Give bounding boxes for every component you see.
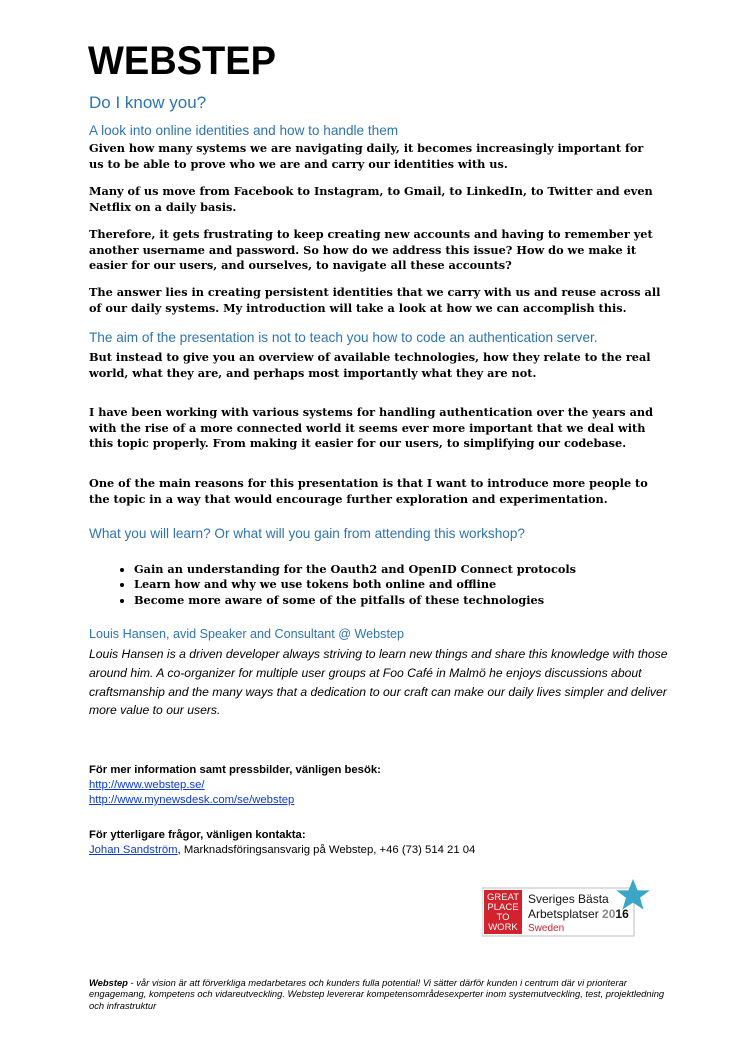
badge-year-a: 20: [602, 907, 616, 921]
contact-person-details: , Marknadsföringsansvarig på Webstep, +46 (73) 514 21 04: [177, 844, 476, 856]
contact-person-link[interactable]: Johan Sandström: [89, 844, 178, 856]
badge-line-2: [528, 907, 629, 921]
badge-year-b: 16: [615, 907, 629, 921]
section1-paragraph-3: Therefore, it gets frustrating to keep creating new accounts and having to remember yet another username and password. So how do we address this issue? How do we make it easier for our users, and ourselves, to navigate all these accounts?: [89, 227, 653, 273]
learn-list: [89, 562, 576, 608]
info-label: För mer information samt pressbilder, vänligen besök:: [89, 764, 381, 776]
learn-item: • Gain an understanding for the Oauth2 and OpenID Connect protocols: [134, 562, 576, 577]
mynewsdesk-link[interactable]: http://www.mynewsdesk.com/se/webstep: [89, 794, 295, 806]
section2-heading: The aim of the presentation is not to teach you how to code an authentication server.: [89, 330, 598, 345]
contact-line: [89, 843, 475, 858]
section3-heading: What you will learn? Or what will you gain from attending this workshop?: [89, 526, 525, 541]
badge-box-line: GREAT: [486, 892, 520, 903]
learn-item: • Become more aware of some of the pitfalls of these technologies: [134, 593, 576, 608]
webstep-logo: [88, 40, 278, 80]
badge-box-line: WORK: [488, 922, 518, 933]
section1-paragraph-2: Many of us move from Facebook to Instagram, to Gmail, to LinkedIn, to Twitter and even Netflix on a daily basis.: [89, 184, 653, 214]
footer-company: Webstep: [89, 977, 128, 988]
section2-paragraph-3: One of the main reasons for this presentation is that I want to introduce more people to the topic in a way that would encourage further exploration and experimentation.: [89, 476, 648, 506]
footer-text: [89, 977, 669, 1011]
badge-line-2-prefix: Arbetsplatser: [528, 907, 603, 921]
contact-person-block: [89, 828, 475, 858]
webstep-link[interactable]: http://www.webstep.se/: [89, 779, 205, 791]
footer-description: - vår vision är att förverkliga medarbetares och kunders fulla potential! Vi sätter därför kunden i centrum där vi prioriterar engagemang, kompetens och vidareutveckling. Webstep levererar kompetensområdesexperter inom systemutveckling, test, projektledning och infrastruktur: [89, 977, 665, 1011]
badge-box-line: TO: [496, 912, 510, 923]
page-title: Do I know you?: [89, 93, 207, 112]
badge-line-3: Sweden: [528, 923, 565, 934]
badge-line-1: Sveriges Bästa: [528, 892, 609, 906]
section1-heading: A look into online identities and how to handle them: [89, 123, 399, 138]
contact-info-block: [89, 763, 381, 808]
great-place-to-work-badge: [482, 876, 657, 940]
learn-item: • Learn how and why we use tokens both online and offline: [134, 577, 576, 592]
speaker-heading: Louis Hansen, avid Speaker and Consultant @ Webstep: [89, 627, 404, 641]
questions-label: För ytterligare frågor, vänligen kontakta:: [89, 829, 306, 841]
section2-paragraph-1: But instead to give you an overview of available technologies, how they relate to the real world, what they are, and perhaps most importantly what they are not.: [89, 350, 651, 380]
speaker-bio: Louis Hansen is a driven developer always striving to learn new things and share this knowledge with those around him. A co-organizer for multiple user groups at Foo Café in Malmö he enjoys discussions about craftsmanship and the many ways that a dedication to our craft can make our daily lives simpler and deliver more value to our users.: [89, 647, 668, 718]
badge-box-line: PLACE: [487, 902, 519, 913]
logo-text: WEBSTEP: [88, 40, 276, 80]
section1-paragraph-1: Given how many systems we are navigating daily, it becomes increasingly important for us to be able to prove who we are and carry our identities with us.: [89, 141, 644, 171]
section1-paragraph-4: The answer lies in creating persistent identities that we carry with us and reuse across all of our daily systems. My introduction will take a look at how we can accomplish this.: [89, 285, 661, 315]
section2-paragraph-2: I have been working with various systems for handling authentication over the years and with the rise of a more connected world it seems ever more important that we deal with this topic properly. From making it easier for our users, to simplifying our codebase.: [89, 405, 654, 451]
